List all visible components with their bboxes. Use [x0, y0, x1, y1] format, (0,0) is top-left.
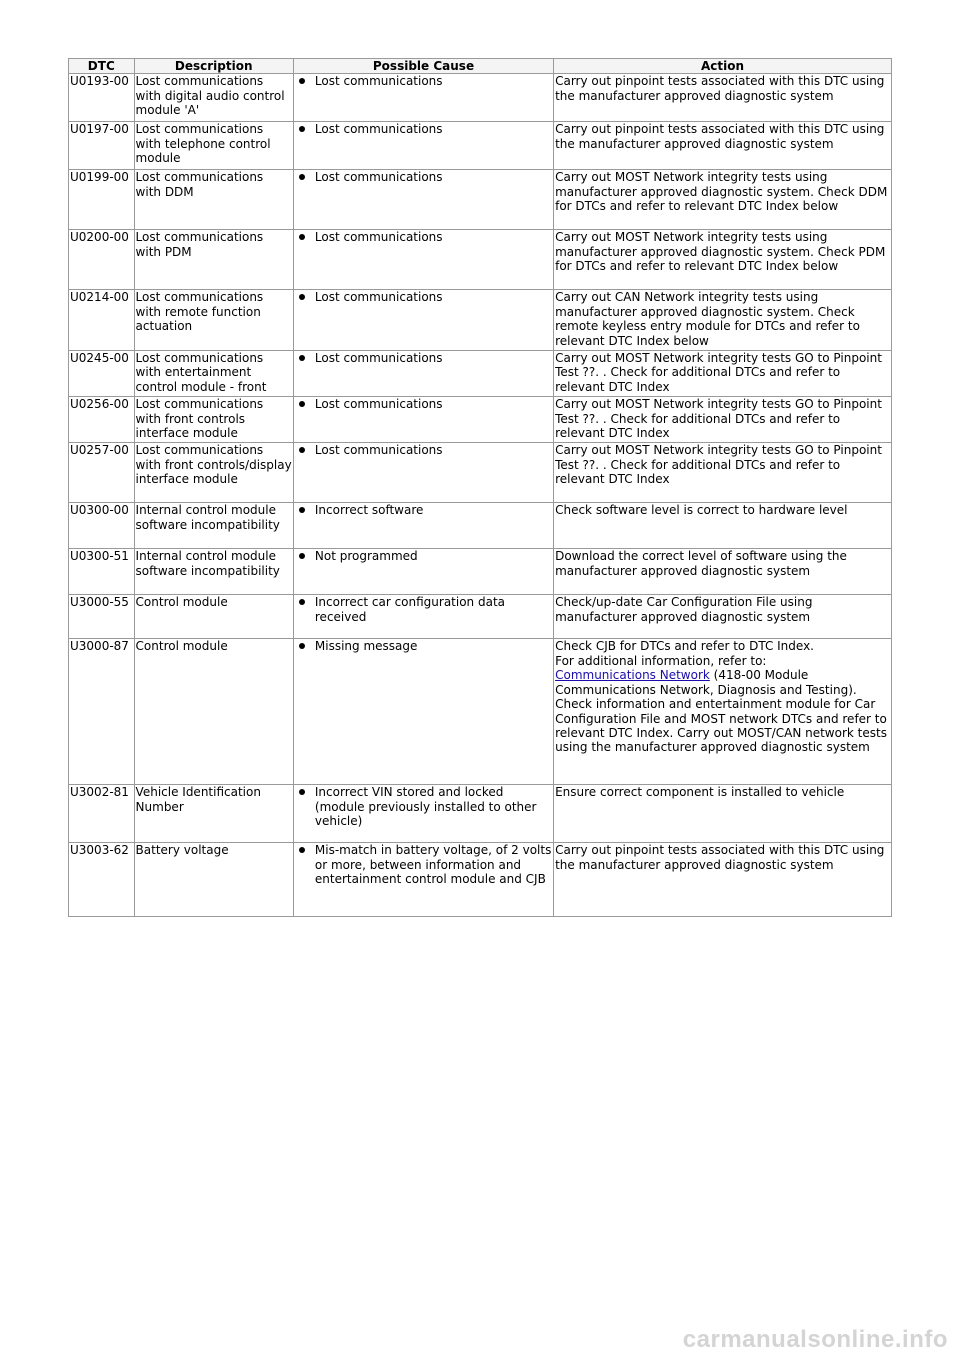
possible-cause [293, 843, 553, 917]
bullet-icon [299, 78, 305, 84]
table-row [69, 290, 892, 351]
bullet-icon [299, 174, 305, 180]
possible-cause [293, 351, 553, 397]
dtc-code: U0200-00 [69, 230, 135, 290]
dtc-description: Internal control module software incompatibility [134, 549, 293, 595]
bullet-icon [299, 294, 305, 300]
possible-cause [293, 595, 553, 639]
communications-network-link[interactable]: Communications Network [555, 668, 710, 683]
possible-cause [293, 397, 553, 443]
cause-text: Lost communications [314, 397, 443, 412]
table-row [69, 785, 892, 843]
watermark: carmanualsonline.info [682, 1326, 948, 1353]
action-text: For additional information, refer to: [555, 653, 767, 668]
dtc-code: U0245-00 [69, 351, 135, 397]
dtc-description: Lost communications with digital audio control module 'A' [134, 74, 293, 122]
table-row [69, 843, 892, 917]
action: Carry out pinpoint tests associated with this DTC using the manufacturer approved diagnostic system [554, 843, 892, 917]
cause-text: Lost communications [314, 290, 443, 305]
dtc-description: Lost communications with DDM [134, 170, 293, 230]
action: Check software level is correct to hardware level [554, 503, 892, 549]
table-row [69, 397, 892, 443]
possible-cause [293, 443, 553, 503]
bullet-icon [299, 599, 305, 605]
dtc-code: U0193-00 [69, 74, 135, 122]
possible-cause [293, 503, 553, 549]
action: Carry out CAN Network integrity tests using manufacturer approved diagnostic system. Check remote keyless entry module for DTCs and refer to relevant DTC Index below [554, 290, 892, 351]
dtc-description: Lost communications with front controls interface module [134, 397, 293, 443]
cause-text: Lost communications [314, 122, 443, 137]
dtc-description: Battery voltage [134, 843, 293, 917]
dtc-description: Lost communications with PDM [134, 230, 293, 290]
cause-text: Lost communications [314, 230, 443, 245]
table-row [69, 230, 892, 290]
possible-cause [293, 785, 553, 843]
table-header-row [69, 59, 892, 74]
header-description: Description [134, 59, 293, 74]
cause-text: Mis-match in battery voltage, of 2 volts or more, between information and entertainment control module and CJB [314, 843, 552, 887]
cause-text: Lost communications [314, 74, 443, 89]
dtc-description: Lost communications with entertainment control module - front [134, 351, 293, 397]
possible-cause [293, 122, 553, 170]
action-line: Check CJB for DTCs and refer to DTC Index. [555, 639, 814, 654]
dtc-table [68, 58, 892, 917]
cause-text: Incorrect car configuration data received [314, 595, 506, 624]
bullet-icon [299, 234, 305, 240]
dtc-code: U0197-00 [69, 122, 135, 170]
possible-cause [293, 74, 553, 122]
table-row [69, 549, 892, 595]
possible-cause [293, 549, 553, 595]
action-line [555, 654, 890, 697]
action: Carry out MOST Network integrity tests GO to Pinpoint Test ??. . Check for additional DTCs and refer to relevant DTC Index [554, 351, 892, 397]
cause-text: Not programmed [314, 549, 418, 564]
action: Carry out MOST Network integrity tests using manufacturer approved diagnostic system. Check PDM for DTCs and refer to relevant DTC Index below [554, 230, 892, 290]
action: Ensure correct component is installed to vehicle [554, 785, 892, 843]
dtc-code: U0300-00 [69, 503, 135, 549]
possible-cause [293, 170, 553, 230]
dtc-description: Lost communications with telephone control module [134, 122, 293, 170]
possible-cause [293, 639, 553, 785]
bullet-icon [299, 789, 305, 795]
dtc-code: U3000-87 [69, 639, 135, 785]
table-row [69, 443, 892, 503]
dtc-description: Lost communications with front controls/display interface module [134, 443, 293, 503]
bullet-icon [299, 401, 305, 407]
action: Carry out MOST Network integrity tests GO to Pinpoint Test ??. . Check for additional DTCs and refer to relevant DTC Index [554, 397, 892, 443]
bullet-icon [299, 447, 305, 453]
dtc-description: Lost communications with remote function actuation [134, 290, 293, 351]
action: Carry out pinpoint tests associated with this DTC using the manufacturer approved diagnostic system [554, 122, 892, 170]
bullet-icon [299, 507, 305, 513]
action: Carry out pinpoint tests associated with this DTC using the manufacturer approved diagnostic system [554, 74, 892, 122]
table-row [69, 503, 892, 549]
bullet-icon [299, 643, 305, 649]
cause-text: Incorrect VIN stored and locked (module previously installed to other vehicle) [314, 785, 537, 829]
possible-cause [293, 290, 553, 351]
cause-text: Lost communications [314, 443, 443, 458]
dtc-code: U0214-00 [69, 290, 135, 351]
action-line: Check information and entertainment module for Car Configuration File and MOST network DTCs and refer to relevant DTC Index. Carry out MOST/CAN network tests using the manufacturer approved diagnostic system [555, 697, 887, 755]
cause-text: Incorrect software [314, 503, 424, 518]
cause-text: Lost communications [314, 170, 443, 185]
action [554, 639, 892, 785]
header-action: Action [554, 59, 892, 74]
table-row [69, 595, 892, 639]
dtc-description: Control module [134, 595, 293, 639]
bullet-icon [299, 847, 305, 853]
dtc-code: U3000-55 [69, 595, 135, 639]
dtc-code: U0256-00 [69, 397, 135, 443]
action: Check/up-date Car Configuration File using manufacturer approved diagnostic system [554, 595, 892, 639]
dtc-code: U0257-00 [69, 443, 135, 503]
dtc-description: Vehicle Identification Number [134, 785, 293, 843]
possible-cause [293, 230, 553, 290]
dtc-code: U0300-51 [69, 549, 135, 595]
action-text: (418-00 Module Communications Network, Diagnosis and Testing). [555, 668, 857, 697]
dtc-code: U0199-00 [69, 170, 135, 230]
header-possible-cause: Possible Cause [293, 59, 553, 74]
cause-text: Lost communications [314, 351, 443, 366]
dtc-description: Internal control module software incompatibility [134, 503, 293, 549]
table-row [69, 122, 892, 170]
action: Carry out MOST Network integrity tests GO to Pinpoint Test ??. . Check for additional DTCs and refer to relevant DTC Index [554, 443, 892, 503]
table-row [69, 170, 892, 230]
dtc-code: U3003-62 [69, 843, 135, 917]
dtc-description: Control module [134, 639, 293, 785]
table-row [69, 74, 892, 122]
table-row [69, 639, 892, 785]
action: Download the correct level of software using the manufacturer approved diagnostic system [554, 549, 892, 595]
dtc-code: U3002-81 [69, 785, 135, 843]
bullet-icon [299, 355, 305, 361]
bullet-icon [299, 126, 305, 132]
header-dtc: DTC [69, 59, 135, 74]
action: Carry out MOST Network integrity tests using manufacturer approved diagnostic system. Check DDM for DTCs and refer to relevant DTC Index below [554, 170, 892, 230]
cause-text: Missing message [314, 639, 418, 654]
bullet-icon [299, 553, 305, 559]
table-row [69, 351, 892, 397]
